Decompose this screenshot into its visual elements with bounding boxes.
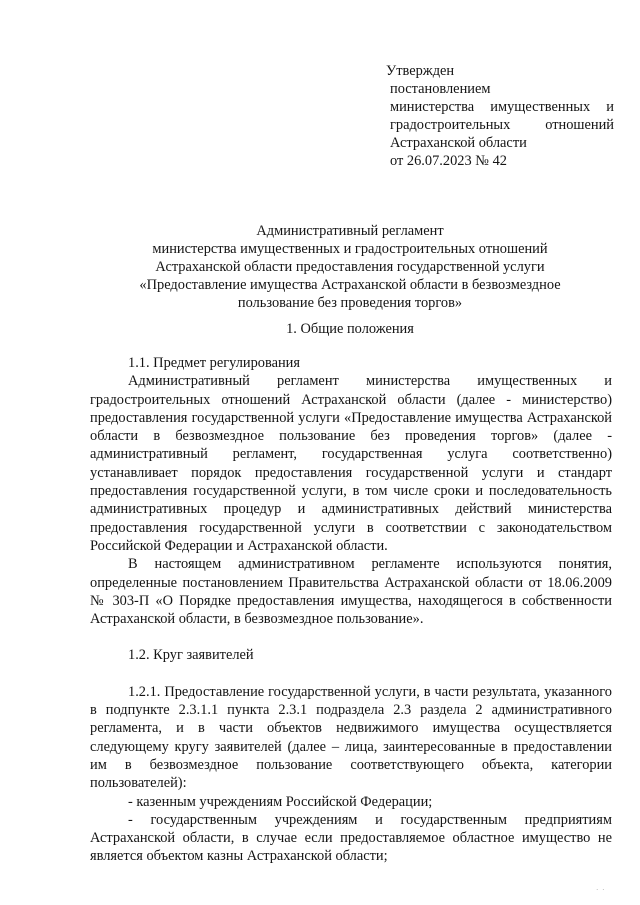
paragraph-regulation-subject: Административный регламент министерства имущественных и градостроительных отношений Астраханской области (далее - министерство) предоставления государственной услуги «Предоставление имущества Астраханской области в безвозмездное пользование без проведения торгов» (далее - административный регламент, государственная услуга соответственно) устанавливает порядок предоставления государственной услуги и стандарт предоставления государственной услуги, в том числе сроки и последовательность административных процедур и административных действий министерства предоставления государственной услуги в соответствии с законодательством Российской Федерации и Астраханской области. xyxy=(90,373,612,554)
subsection-heading-applicants: 1.2. Круг заявителей xyxy=(128,647,254,664)
approval-line-relations: градостроительных отношений xyxy=(390,117,614,133)
title-line-3: Астраханской области предоставления государственной услуги xyxy=(155,259,545,275)
approval-line-approved: Утвержден xyxy=(386,63,455,79)
title-line-5: пользование без проведения торгов» xyxy=(237,295,463,311)
list-item-federal-institutions: - казенным учреждениям Российской Федерации; xyxy=(128,793,433,810)
document-title xyxy=(90,222,610,312)
approval-line-ministry: министерства имущественных и xyxy=(390,99,614,115)
list-item-regional-institutions: - государственным учреждениям и государственным предприятиям Астраханской области, в случае если предоставляемое областное имущество не является объектом казны Астраханской области; xyxy=(90,811,612,865)
section-heading-general: 1. Общие положения xyxy=(286,321,414,337)
subsection-heading-subject: 1.1. Предмет регулирования xyxy=(128,355,301,371)
document-body xyxy=(90,354,612,866)
approval-stamp-block xyxy=(386,62,614,170)
paragraph-definitions: В настоящем административном регламенте используются понятия, определенные постановлением Правительства Астраханской области от 18.06.2009 № 303-П «О Порядке предоставления имущества, находящегося в собственности Астраханской области, в безвозмездное пользование». xyxy=(90,556,612,628)
title-line-2: министерства имущественных и градостроительных отношений xyxy=(152,241,548,257)
scan-artifact-mark: · · xyxy=(596,886,606,894)
title-line-4: «Предоставление имущества Астраханской области в безвозмездное xyxy=(139,277,561,293)
approval-line-resolution: постановлением xyxy=(390,81,491,97)
approval-line-date-number: от 26.07.2023 № 42 xyxy=(390,153,507,169)
paragraph-applicants-scope: 1.2.1. Предоставление государственной услуги, в части результата, указанного в подпункте 2.3.1.1 пункта 2.3.1 подраздела 2.3 раздела 2 административного регламента, и в части объектов недвижимого имущества осуществляется следующему кругу заявителей (далее – лица, заинтересованные в предоставлении им в безвозмездное пользование соответствующего объекта, категории пользователей): xyxy=(90,683,612,792)
title-line-1: Административный регламент xyxy=(256,223,444,239)
approval-line-region: Астраханской области xyxy=(390,135,527,151)
